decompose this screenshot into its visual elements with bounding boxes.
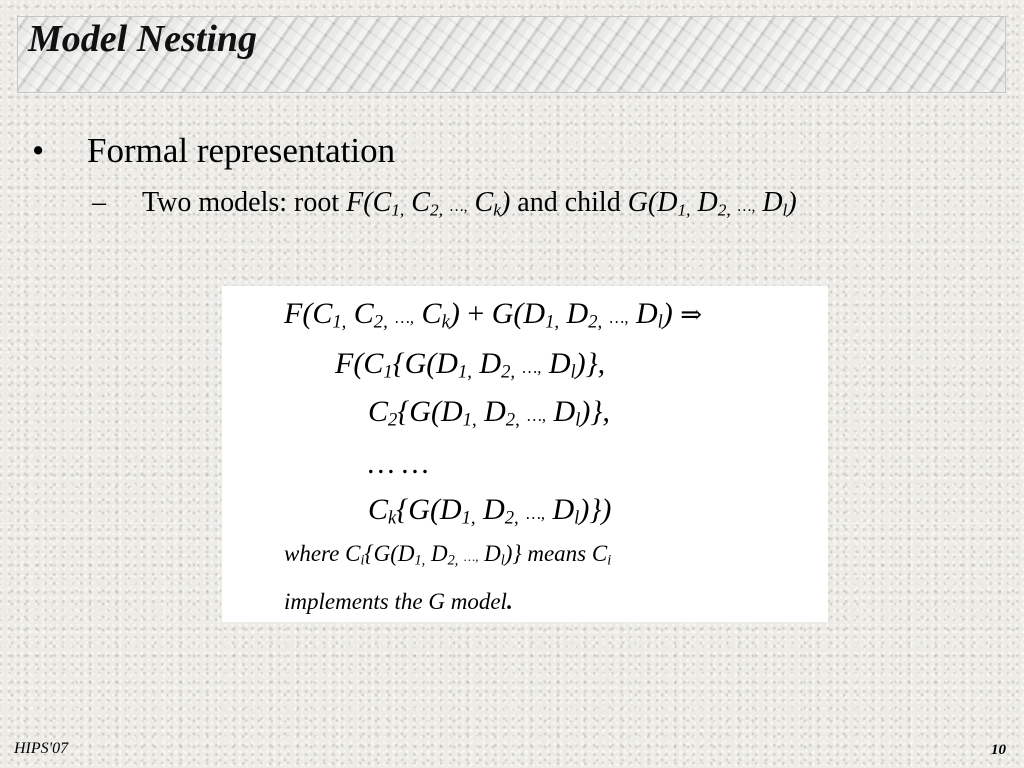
footer-page-number: 10 xyxy=(991,742,1006,758)
implies-arrow-icon: ⇒ xyxy=(680,300,703,330)
child-model-formula: $G(D_{1,}$ $D_{2,}$ …, $D_l$) xyxy=(627,187,797,220)
bullet-text: Formal representation xyxy=(87,131,396,170)
formula-box xyxy=(222,286,828,622)
formula-ellipsis: … … xyxy=(368,447,429,480)
formula-line-2: $F(C_1\{G(D_{1,}$ $D_{2,}$ …, $D_l$)}, xyxy=(335,347,606,383)
bullet-formal-representation xyxy=(32,130,395,172)
sub-bullet-middle: and child xyxy=(510,187,628,218)
sub-bullet-marker: – xyxy=(92,187,106,218)
formula-note-line-2: implements the G model. xyxy=(284,589,513,614)
formula-note-line-1: where $C_i\{G(D_{1,}$ $D_{2,}$ …, $D_l$)} means $C_i$ xyxy=(284,541,612,569)
formula-line-3: $C_2\{G(D_{1,}$ $D_{2,}$ …, $D_l$)}, xyxy=(368,395,610,431)
sub-bullet-prefix: Two models: root xyxy=(142,187,347,218)
bullet-marker: • xyxy=(32,131,45,170)
footer-conference-label: HIPS'07 xyxy=(14,740,69,757)
root-model-formula: $F(C_{1,}$ $C_{2,}$ …, $C_k$) xyxy=(346,187,511,220)
formula-line-5: $C_k\{G(D_{1,}$ $D_{2,}$ …, $D_l$)}) xyxy=(368,493,612,529)
sub-bullet-two-models xyxy=(92,185,797,225)
formula-line-1: $F(C_{1,}$ $C_{2,}$ …, $C_k) + G(D_{1,}$ $D_{2,}$ …, $D_l$) ⇒ xyxy=(284,297,703,333)
slide-title: Model Nesting xyxy=(28,18,258,60)
